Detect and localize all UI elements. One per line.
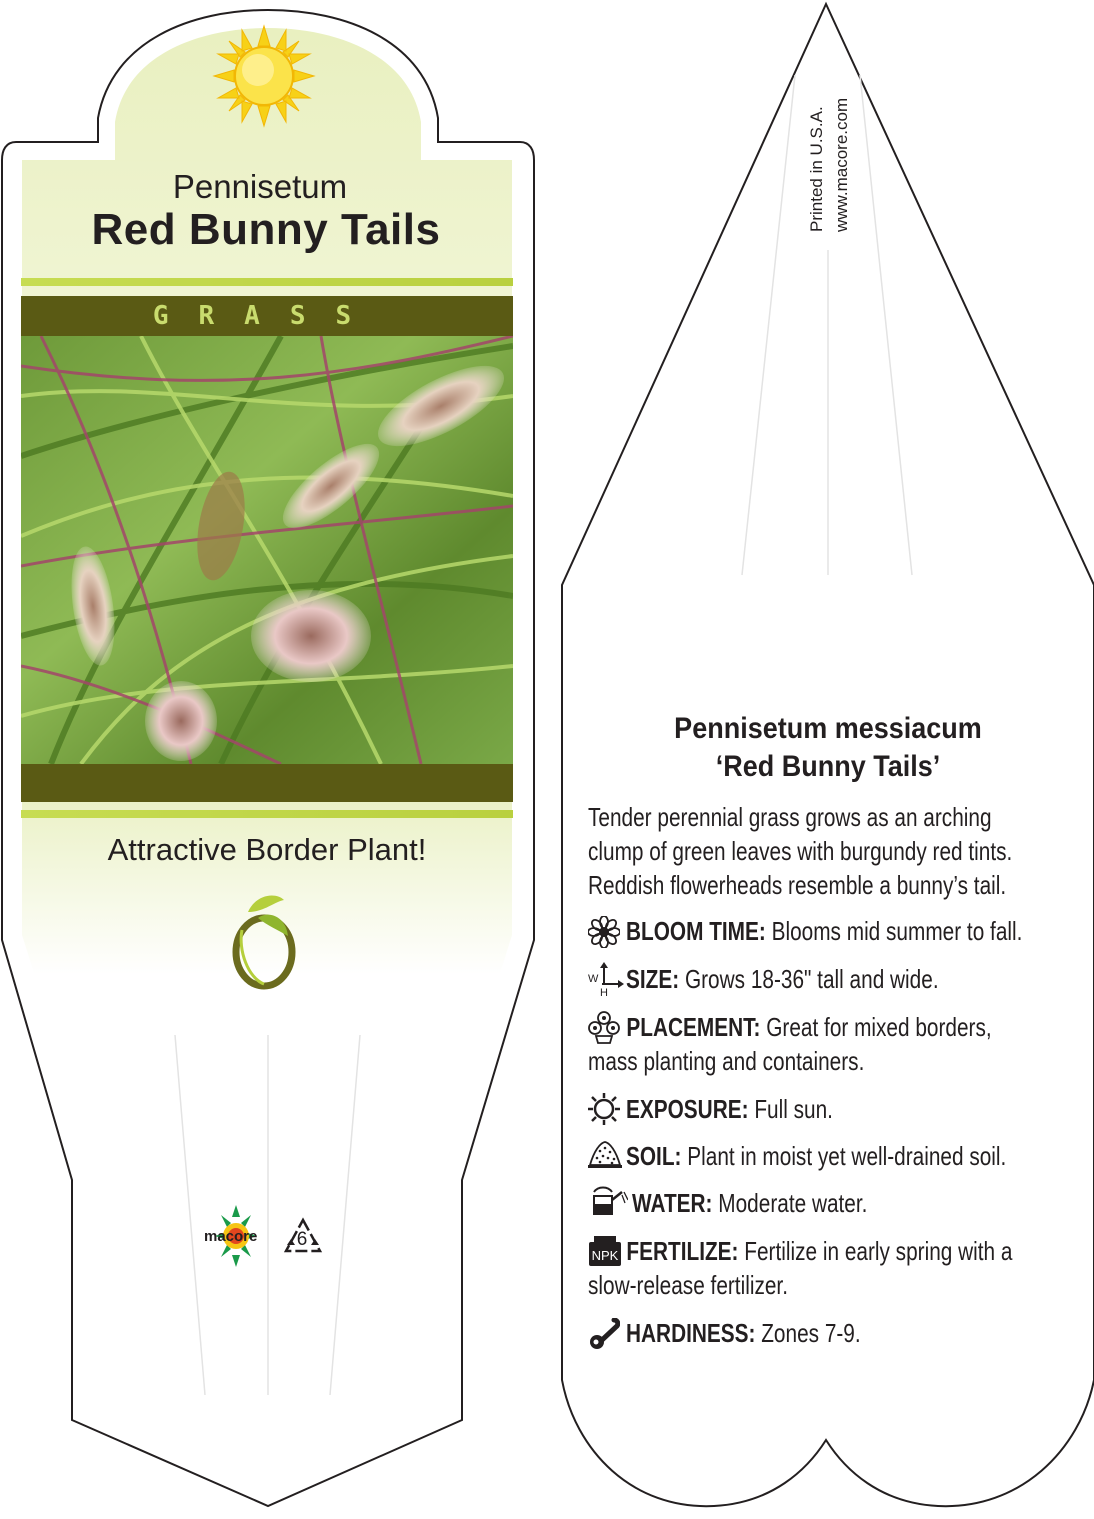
category-label: GRASS — [152, 301, 382, 331]
watering-can-icon — [588, 1186, 628, 1218]
attr-value: Full sun. — [754, 1094, 833, 1124]
attr-water — [632, 1186, 1094, 1220]
attr-label: EXPOSURE: — [626, 1094, 749, 1124]
svg-text:W: W — [588, 973, 599, 985]
tagline: Attractive Border Plant! — [107, 832, 427, 867]
botanical-name: Pennisetum messiacum — [674, 712, 982, 745]
attr-value: Blooms mid summer to fall. — [771, 916, 1023, 946]
attr-soil — [626, 1139, 1094, 1173]
printed-note: Printed in U.S.A. — [807, 106, 826, 232]
attr-label: HARDINESS: — [626, 1318, 756, 1348]
brand-name: macore — [204, 1228, 258, 1245]
attr-value: Zones 7-9. — [761, 1318, 861, 1348]
description: Tender perennial grass grows as an arching clump of green leaves with burgundy red tints. Reddish flowerheads resemble a bunny’s tail. — [588, 802, 1013, 900]
front-title: Red Bunny Tails — [91, 205, 441, 254]
attr-hardiness — [626, 1316, 1094, 1350]
attr-label: SIZE: — [626, 964, 680, 994]
attr-label: SOIL: — [626, 1141, 682, 1171]
recycle-code: 6 — [296, 1229, 308, 1250]
thermometer-icon — [588, 1318, 620, 1350]
attr-label: WATER: — [632, 1188, 713, 1218]
attr-fertilize — [588, 1234, 1036, 1302]
svg-text:NPK: NPK — [591, 1248, 619, 1263]
website: www.macore.com — [832, 97, 851, 232]
soil-icon — [588, 1139, 622, 1169]
cultivar-name: ‘Red Bunny Tails’ — [715, 750, 941, 783]
sprout-logo-icon — [228, 890, 304, 990]
attr-placement — [588, 1010, 1036, 1078]
photo-bottom-band — [21, 764, 513, 802]
attr-exposure — [626, 1092, 1094, 1126]
sun-icon — [588, 1093, 620, 1125]
size-icon — [588, 962, 624, 998]
attr-label: BLOOM TIME: — [626, 916, 766, 946]
attr-value: Plant in moist yet well-drained soil. — [687, 1141, 1007, 1171]
attr-size — [626, 962, 1094, 996]
attr-value: Moderate water. — [718, 1188, 868, 1218]
flower-icon — [588, 916, 620, 948]
plant-photo — [21, 336, 513, 764]
attr-label: PLACEMENT: — [626, 1012, 761, 1042]
sun-icon — [212, 24, 316, 128]
attr-value: Grows 18-36" tall and wide. — [684, 964, 939, 994]
attr-value: Fertilize in early spring with a slow-release fertilizer. — [588, 1236, 1013, 1300]
front-genus: Pennisetum — [172, 168, 348, 205]
attr-value: Great for mixed borders, mass planting and containers. — [588, 1012, 992, 1076]
svg-text:H: H — [600, 987, 608, 998]
attr-bloom-time — [626, 914, 1094, 948]
attr-label: FERTILIZE: — [626, 1236, 739, 1266]
